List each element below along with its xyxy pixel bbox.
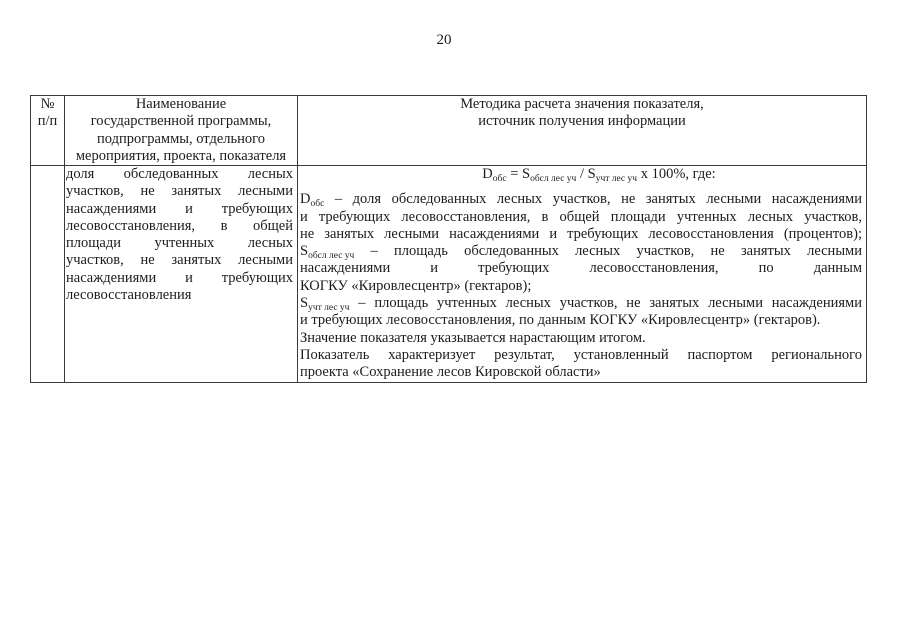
definition-text: – площадь учтенных лесных участков, не занятых лесными насаждениями [349,295,862,312]
formula-equals: = [506,166,523,182]
formula-tail: x 100%, где: [637,166,716,182]
indicator-name-line: лесовосстановления, в общей [66,217,293,234]
formula-numerator-subscript: обсл лес уч [530,174,577,184]
definition-s-surveyed [300,243,862,295]
header-cell-method [298,96,866,131]
definition-line: и требующих лесовосстановления, по данным КОГКУ «Кировлесцентр» (гектаров). [300,312,821,329]
definition-text: – площадь обследованных лесных участков, не занятых лесными [354,243,862,260]
note-line: проекта «Сохранение лесов Кировской области» [300,364,601,381]
header-name-line: мероприятия, проекта, показателя [75,148,287,165]
formula-result-subscript: обс [492,174,507,184]
header-cell-name [65,96,297,166]
formula-divide: / [576,166,588,182]
indicator-name-cell [66,166,293,304]
definition-s-recorded [300,295,862,330]
header-name-line: государственной программы, [90,113,272,130]
calculation-formula [300,166,862,183]
definition-line: и требующих лесовосстановления, в общей площади учтенных лесных участков, [300,208,862,225]
note-cumulative [300,330,862,347]
note-line: Показатель характеризует результат, установленный паспортом регионального [300,346,862,363]
header-name-line: подпрограммы, отдельного [97,130,265,147]
note-result [300,347,862,382]
definition-line [300,243,862,260]
definition-symbol: D [300,191,311,208]
indicator-name-line: участков, не занятых лесными [66,252,293,269]
header-method-line: Методика расчета значения показателя, [460,96,704,112]
definition-line: КОГКУ «Кировлесцентр» (гектаров); [300,277,532,294]
indicator-name-line: участков, не занятых лесными [66,183,293,200]
indicator-name-line: площади учтенных лесных [66,235,293,252]
indicator-name-line: лесовосстановления [66,287,192,304]
indicator-name-line: доля обследованных лесных [66,166,293,182]
formula-numerator-symbol: S [522,166,531,182]
definition-line: насаждениями и требующих лесовосстановления, по данным [300,260,862,277]
definition-line: не занятых лесными насаждениями и требующих лесовосстановления (процентов); [300,225,862,242]
formula-denominator-subscript: учт лес уч [595,174,638,184]
note-line: Значение показателя указывается нарастающим итогом. [300,329,646,346]
definition-symbol: S [300,295,309,312]
formula-denominator-symbol: S [587,166,596,182]
definition-d-obs [300,191,862,243]
column-divider-name-method [297,95,298,383]
definition-subscript: обсл лес уч [308,251,355,262]
header-number-line: п/п [37,113,58,130]
definition-subscript: обс [310,199,325,210]
header-method-line: источник получения информации [478,113,686,130]
header-cell-number [31,96,64,131]
header-number-line: № [40,96,55,112]
definition-symbol: S [300,243,309,260]
methodology-cell [300,166,862,382]
formula-result-symbol: D [482,166,493,182]
row-number-cell [31,166,64,382]
indicator-name-line: насаждениями и требующих [66,269,293,286]
definition-line [300,191,862,208]
page-number: 20 [436,32,452,48]
indicator-name-line: насаждениями и требующих [66,200,293,217]
header-name-line: Наименование [135,96,227,112]
definition-subscript: учт лес уч [308,303,350,314]
definition-text: – доля обследованных лесных участков, не занятых лесными насаждениями [324,191,862,208]
definition-line [300,295,862,312]
